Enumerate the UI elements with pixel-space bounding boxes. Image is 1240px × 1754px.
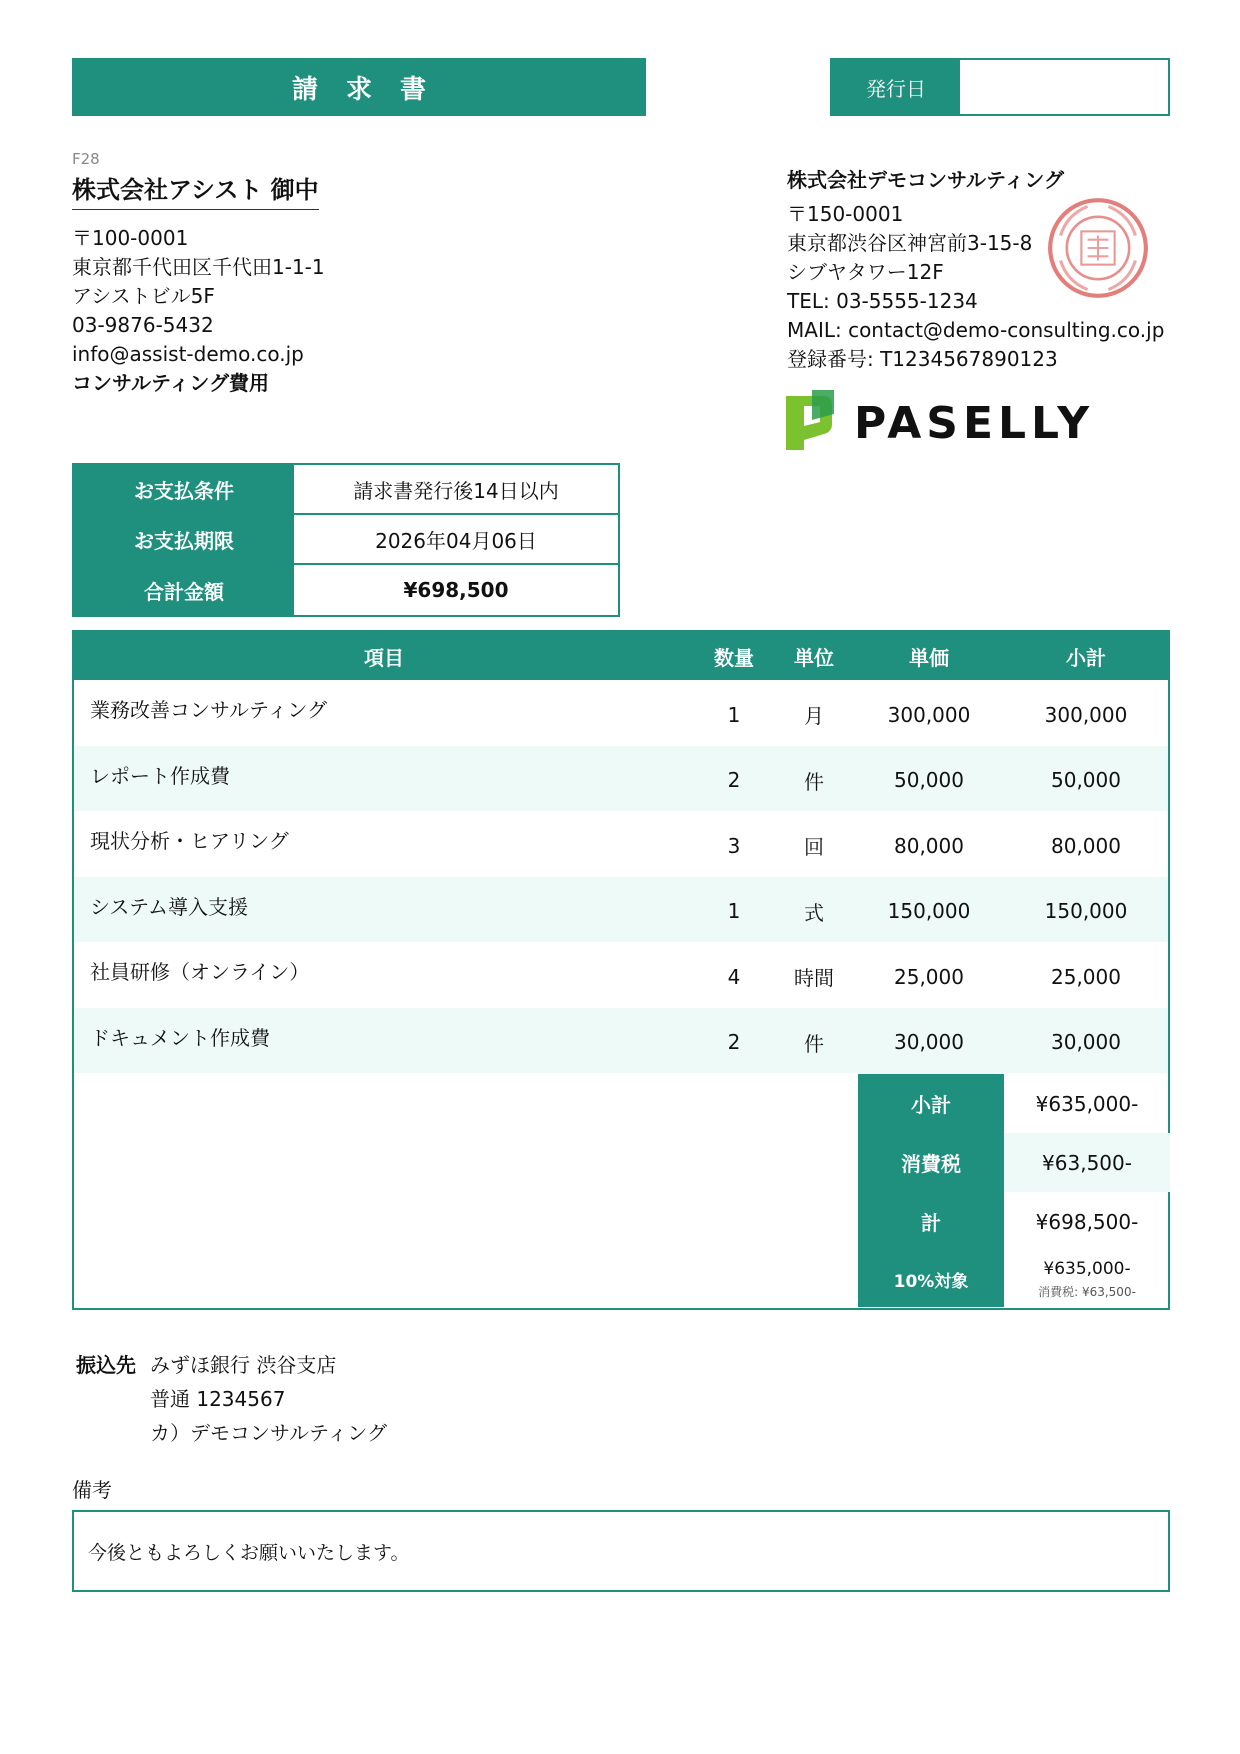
sender-tel: TEL: 03-5555-1234 bbox=[787, 289, 978, 313]
sender-postal: 〒150-0001 bbox=[787, 202, 904, 226]
table-row bbox=[74, 1008, 1168, 1074]
item-subtotal: 80,000 bbox=[1051, 833, 1121, 858]
term-value: 請求書発行後14日以内 bbox=[353, 478, 559, 503]
invoice-subject: コンサルティング費用 bbox=[72, 371, 269, 395]
line-items-table bbox=[72, 630, 1170, 1310]
recipient-postal: 〒100-0001 bbox=[72, 226, 189, 250]
item-price: 80,000 bbox=[894, 833, 964, 858]
item-qty: 3 bbox=[727, 833, 741, 858]
bank-label: 振込先 bbox=[76, 1353, 136, 1377]
term-label: お支払条件 bbox=[74, 465, 294, 513]
header-subtotal: 小計 bbox=[1066, 645, 1106, 670]
bank-details bbox=[76, 1348, 387, 1450]
header-item: 項目 bbox=[364, 645, 404, 670]
item-price: 30,000 bbox=[894, 1030, 964, 1055]
term-label: 合計金額 bbox=[74, 565, 294, 615]
recipient-address: 東京都千代田区千代田1-1-1 bbox=[72, 255, 325, 279]
issue-date-box bbox=[830, 58, 1170, 116]
rate-label: 10%対象 bbox=[858, 1251, 1004, 1307]
item-unit: 件 bbox=[804, 1031, 824, 1056]
item-subtotal: 50,000 bbox=[1051, 768, 1121, 793]
tax-value: ¥63,500- bbox=[1004, 1133, 1170, 1192]
bank-holder: カ）デモコンサルティング bbox=[150, 1421, 387, 1445]
item-name: 業務改善コンサルティング bbox=[90, 698, 327, 722]
subtotal-label: 小計 bbox=[858, 1074, 1004, 1133]
item-price: 25,000 bbox=[894, 964, 964, 989]
header-unit: 単位 bbox=[794, 645, 834, 670]
notes-label: 備考 bbox=[72, 1478, 112, 1502]
form-code: F28 bbox=[72, 150, 100, 168]
recipient-building: アシストビル5F bbox=[72, 284, 215, 308]
totals-total-row bbox=[858, 1192, 1170, 1251]
term-value: ¥698,500 bbox=[403, 578, 509, 602]
bank-account: 普通 1234567 bbox=[150, 1387, 286, 1411]
table-row bbox=[74, 942, 1168, 1008]
sender-mail: MAIL: contact@demo-consulting.co.jp bbox=[787, 318, 1165, 342]
table-row bbox=[74, 680, 1168, 746]
recipient-email: info@assist-demo.co.jp bbox=[72, 342, 304, 366]
invoice-title: 請求書 bbox=[72, 58, 646, 116]
rate-value: ¥635,000- bbox=[1043, 1258, 1131, 1279]
svg-text:PASELLY: PASELLY bbox=[854, 398, 1095, 449]
table-row bbox=[74, 811, 1168, 877]
item-name: システム導入支援 bbox=[90, 894, 248, 919]
item-unit: 件 bbox=[804, 769, 824, 794]
item-name: ドキュメント作成費 bbox=[90, 1025, 270, 1050]
item-qty: 2 bbox=[727, 1030, 741, 1055]
item-name: レポート作成費 bbox=[90, 763, 230, 788]
subtotal-value: ¥635,000- bbox=[1035, 1091, 1139, 1116]
table-row bbox=[74, 746, 1168, 812]
item-price: 300,000 bbox=[887, 702, 971, 727]
rate-tax: 消費税: ¥63,500- bbox=[1038, 1284, 1136, 1299]
term-value: 2026年04月06日 bbox=[375, 528, 537, 553]
sender-name: 株式会社デモコンサルティング bbox=[787, 168, 1064, 192]
sender-registration: 登録番号: T1234567890123 bbox=[787, 347, 1058, 371]
item-unit: 式 bbox=[804, 900, 824, 925]
totals-block bbox=[858, 1074, 1170, 1307]
item-unit: 時間 bbox=[794, 966, 834, 991]
recipient-phone: 03-9876-5432 bbox=[72, 313, 214, 337]
notes-box: 今後ともよろしくお願いいたします。 bbox=[72, 1510, 1170, 1592]
payment-terms-table bbox=[72, 463, 620, 617]
item-name: 社員研修（オンライン） bbox=[90, 960, 310, 984]
totals-rate-row bbox=[858, 1251, 1170, 1307]
line-items-header bbox=[74, 632, 1168, 680]
sender-address: 東京都渋谷区神宮前3-15-8 bbox=[787, 231, 1033, 255]
sender-building: シブヤタワー12F bbox=[787, 260, 944, 284]
header-qty: 数量 bbox=[714, 645, 754, 670]
item-name: 現状分析・ヒアリング bbox=[90, 829, 289, 853]
total-value: ¥698,500- bbox=[1035, 1209, 1139, 1234]
item-qty: 4 bbox=[727, 964, 741, 989]
item-qty: 2 bbox=[727, 768, 741, 793]
item-subtotal: 300,000 bbox=[1044, 702, 1128, 727]
issue-date-label: 発行日 bbox=[832, 60, 960, 114]
recipient-name: 株式会社アシスト 御中 bbox=[72, 170, 319, 210]
table-row bbox=[74, 877, 1168, 943]
item-price: 50,000 bbox=[894, 768, 964, 793]
term-row-due-date bbox=[74, 515, 618, 565]
recipient-details bbox=[72, 224, 325, 397]
term-row-total bbox=[74, 565, 618, 615]
bank-name: みずほ銀行 渋谷支店 bbox=[150, 1353, 337, 1377]
term-label: お支払期限 bbox=[74, 515, 294, 563]
item-qty: 1 bbox=[727, 702, 741, 727]
tax-label: 消費税 bbox=[858, 1133, 1004, 1192]
total-label: 計 bbox=[858, 1192, 1004, 1251]
company-seal-icon bbox=[1046, 196, 1150, 300]
pasely-logo bbox=[782, 388, 1102, 454]
term-row-conditions bbox=[74, 465, 618, 515]
item-qty: 1 bbox=[727, 899, 741, 924]
header-price: 単価 bbox=[909, 645, 949, 670]
item-price: 150,000 bbox=[887, 899, 971, 924]
totals-tax-row bbox=[858, 1133, 1170, 1192]
issue-date-value bbox=[960, 60, 1168, 114]
item-subtotal: 30,000 bbox=[1051, 1030, 1121, 1055]
item-unit: 回 bbox=[804, 835, 824, 860]
item-unit: 月 bbox=[804, 704, 824, 729]
rate-value-cell bbox=[1004, 1251, 1170, 1307]
item-subtotal: 150,000 bbox=[1044, 899, 1128, 924]
item-subtotal: 25,000 bbox=[1051, 964, 1121, 989]
totals-subtotal-row bbox=[858, 1074, 1170, 1133]
